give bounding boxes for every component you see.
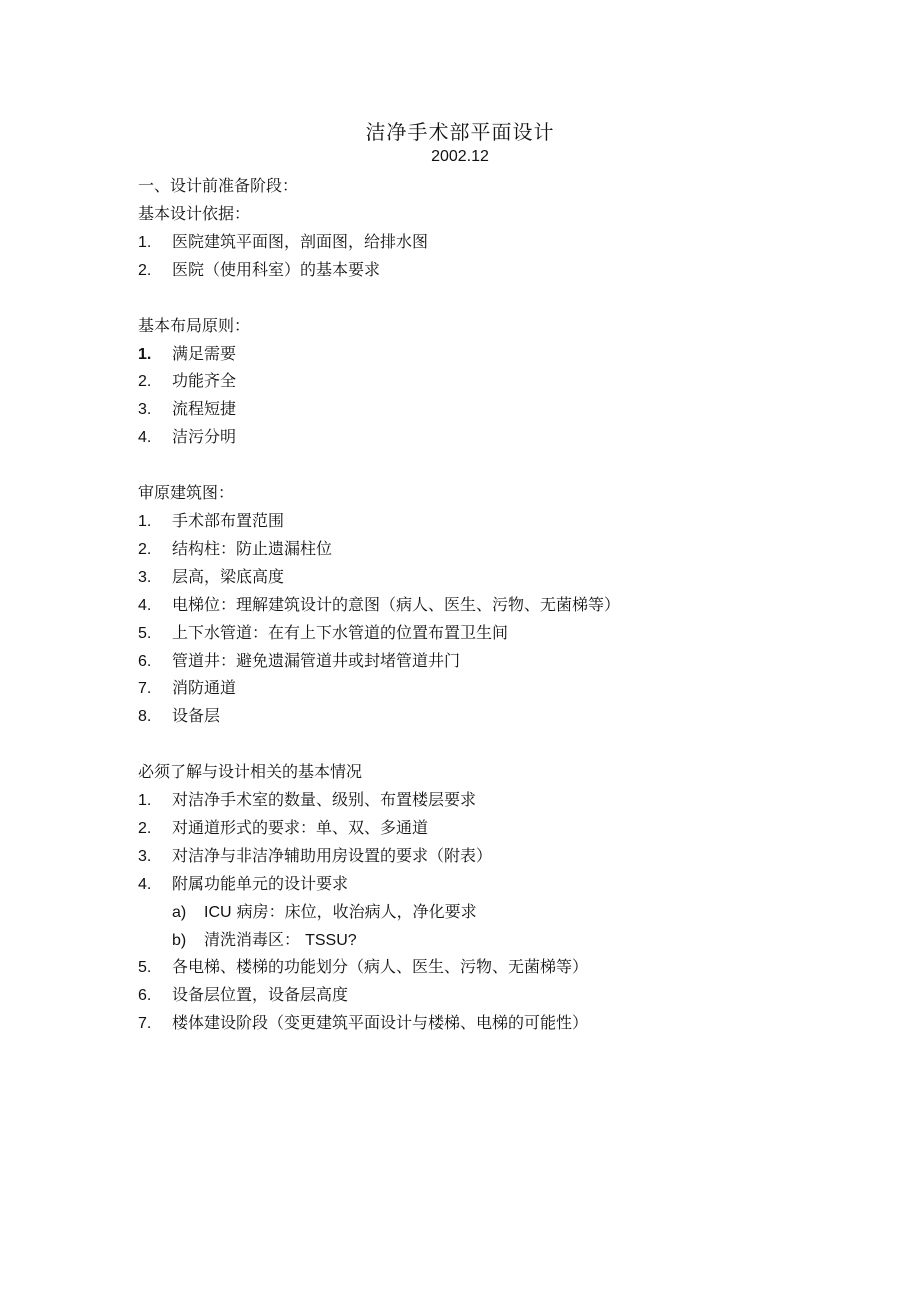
- list-text: 洁污分明: [172, 427, 237, 446]
- list-text: 设备层: [172, 706, 221, 725]
- list-number: 5.: [138, 625, 152, 642]
- list-number: 6.: [138, 653, 152, 670]
- list-item: [138, 594, 620, 616]
- list-item: [138, 873, 348, 895]
- document-title: 洁净手术部平面设计: [365, 120, 555, 144]
- sub-list-latin: TSSU?: [305, 932, 357, 949]
- list-text: 功能齐全: [172, 371, 237, 390]
- list-item: [138, 984, 348, 1006]
- list-item: [138, 677, 236, 699]
- document-date: 2002.12: [431, 148, 489, 165]
- list-text: 附属功能单元的设计要求: [172, 874, 349, 893]
- list-text: 手术部布置范围: [172, 511, 285, 530]
- list-text: 对洁净手术室的数量、级别、布置楼层要求: [172, 790, 477, 809]
- basis-heading: 基本设计依据：: [138, 204, 251, 223]
- list-number: 3.: [138, 569, 152, 586]
- list-text: 层高，梁底高度: [172, 567, 285, 586]
- sub-list-marker: b): [172, 932, 187, 949]
- list-item: [138, 538, 332, 560]
- list-text: 流程短捷: [172, 399, 237, 418]
- list-number: 1.: [138, 346, 152, 363]
- list-number: 2.: [138, 820, 152, 837]
- list-item: [138, 650, 460, 672]
- list-number: 3.: [138, 401, 152, 418]
- list-text: 结构柱：防止遗漏柱位: [172, 539, 333, 558]
- list-text: 医院（使用科室）的基本要求: [172, 260, 381, 279]
- list-text: 上下水管道：在有上下水管道的位置布置卫生间: [172, 623, 509, 642]
- list-number: 2.: [138, 262, 152, 279]
- list-number: 5.: [138, 959, 152, 976]
- list-number: 4.: [138, 597, 152, 614]
- list-item: [138, 622, 508, 644]
- sub-list-text: 清洗消毒区：: [204, 930, 306, 949]
- list-number: 2.: [138, 373, 152, 390]
- list-number: 1.: [138, 234, 152, 251]
- list-text: 设备层位置，设备层高度: [172, 985, 349, 1004]
- list-number: 1.: [138, 792, 152, 809]
- list-item: [138, 1012, 588, 1034]
- list-text: 各电梯、楼梯的功能划分（病人、医生、污物、无菌梯等）: [172, 957, 589, 976]
- list-number: 4.: [138, 876, 152, 893]
- list-number: 6.: [138, 987, 152, 1004]
- list-item: [138, 426, 236, 448]
- list-item: [138, 231, 428, 253]
- list-number: 8.: [138, 708, 152, 725]
- sub-list-item: [172, 901, 477, 923]
- list-item: [138, 370, 236, 392]
- sub-list-latin: ICU: [204, 904, 232, 921]
- list-item: [138, 845, 492, 867]
- list-number: 3.: [138, 848, 152, 865]
- sub-list-item: [172, 929, 357, 951]
- list-item: [138, 510, 284, 532]
- review-heading: 审原建筑图：: [138, 483, 235, 502]
- sub-list-marker: a): [172, 904, 187, 921]
- list-text: 管道井：避免遗漏管道井或封堵管道井门: [172, 651, 461, 670]
- list-text: 楼体建设阶段（变更建筑平面设计与楼梯、电梯的可能性）: [172, 1013, 589, 1032]
- requirements-heading: 必须了解与设计相关的基本情况: [138, 762, 363, 781]
- list-text: 满足需要: [172, 344, 237, 363]
- list-item: [138, 956, 588, 978]
- list-text: 医院建筑平面图，剖面图，给排水图: [172, 232, 429, 251]
- list-item: [138, 705, 220, 727]
- list-number: 7.: [138, 680, 152, 697]
- list-item: [138, 343, 236, 365]
- list-text: 电梯位：理解建筑设计的意图（病人、医生、污物、无菌梯等）: [172, 595, 621, 614]
- list-number: 4.: [138, 429, 152, 446]
- list-item: [138, 789, 476, 811]
- list-text: 对通道形式的要求：单、双、多通道: [172, 818, 429, 837]
- list-number: 2.: [138, 541, 152, 558]
- sub-list-text: 病房：床位，收治病人，净化要求: [231, 902, 477, 921]
- list-text: 消防通道: [172, 678, 237, 697]
- list-text: 对洁净与非洁净辅助用房设置的要求（附表）: [172, 846, 493, 865]
- section-heading: 一、设计前准备阶段：: [138, 176, 299, 195]
- list-item: [138, 566, 284, 588]
- list-item: [138, 259, 380, 281]
- list-number: 7.: [138, 1015, 152, 1032]
- list-item: [138, 398, 236, 420]
- list-number: 1.: [138, 513, 152, 530]
- principles-heading: 基本布局原则：: [138, 316, 251, 335]
- list-item: [138, 817, 428, 839]
